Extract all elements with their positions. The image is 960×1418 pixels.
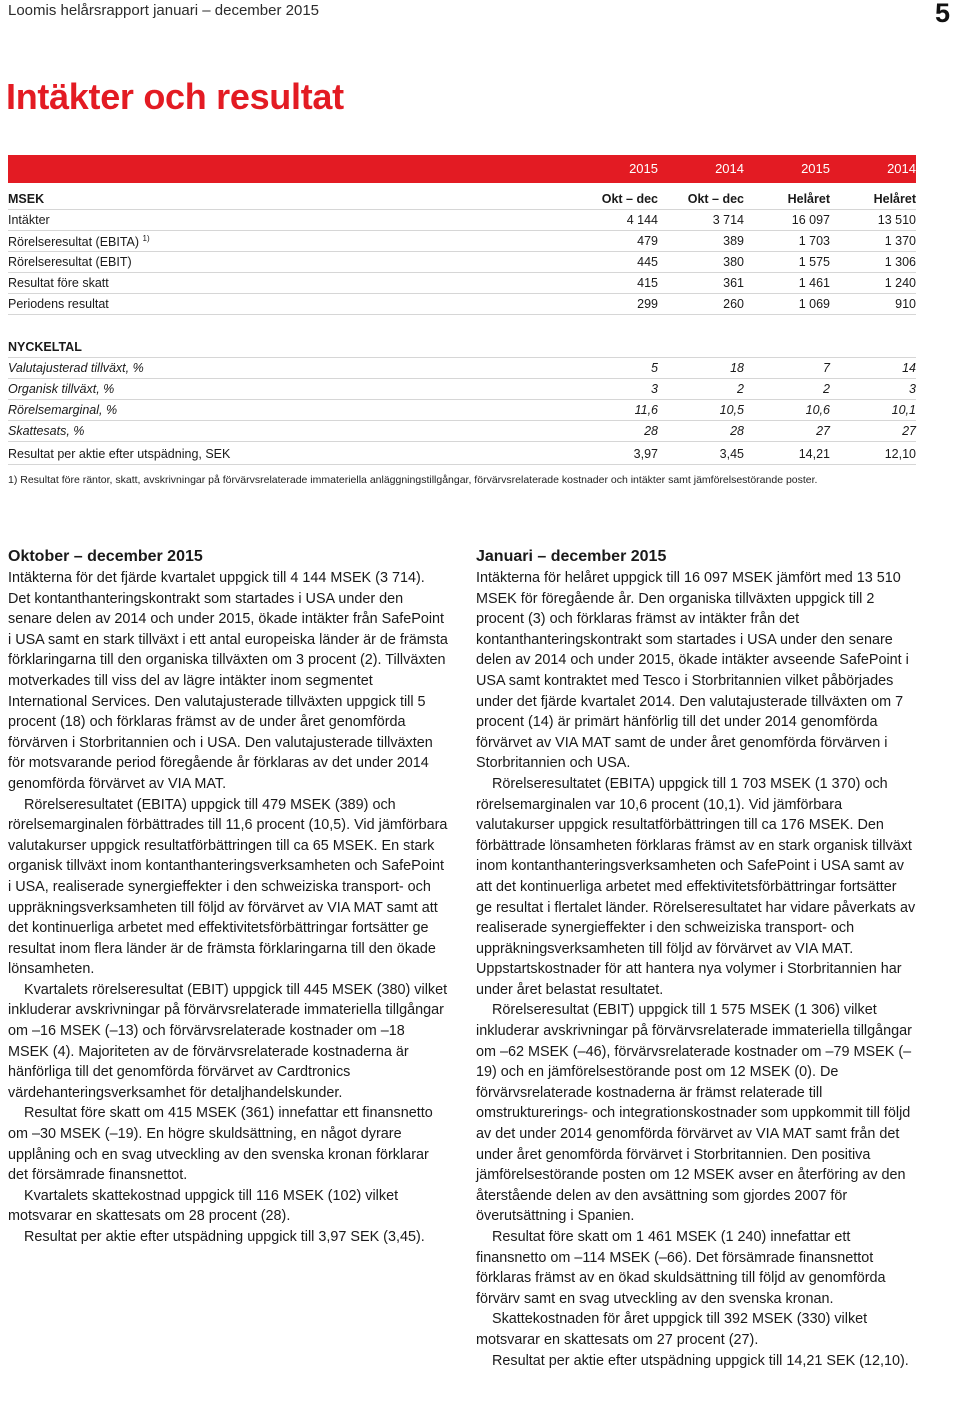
paragraph: Kvartalets rörelseresultat (EBIT) uppgick till 445 MSEK (380) vilket inkluderar avskrivningar på förvärvsrelaterade immateriella tillgångar om –16 MSEK (–13) och förvärvsrelaterade kostnader om –18 MSEK (4). Majoriteten av de förvärvsrelaterade kostnaderna är hänförliga till det genomförda förvärvet av Cardtronics värdehanteringsverksamhet för detaljhandelskunder.	[8, 981, 448, 1101]
cell: 1 240	[884, 276, 916, 290]
paragraph: Intäkterna för helåret uppgick till 16 097 MSEK jämfört med 13 510 MSEK för föregående år. Den organiska tillväxten uppgick till 2 procent (3) och förklaras främst av intäkter från det kontanthanteringskontrakt som startades i USA under den senare delen av 2014 och under 2015, ökade intäkter avseende SafePoint i USA samt kontraktet med Tesco i Storbritannien vilket påbörjades under det fjärde kvartalet 2014. Den valutajusterade tillväxten om 7 procent (14) är primärt hänförlig till det under 2014 genomförda förvärvet av VIA MAT samt de under året genomförda förvärven i Storbritannien och USA.	[476, 570, 909, 772]
row-label: Rörelsemarginal, %	[8, 403, 118, 417]
section-heading: Oktober – december 2015	[8, 548, 203, 565]
table-row	[8, 294, 916, 315]
paragraph: Skattekostnaden för året uppgick till 392 MSEK (330) vilket motsvarar en skattesats om 27 procent (27).	[476, 1311, 868, 1348]
table-row	[8, 231, 916, 252]
row-label: Organisk tillväxt, %	[8, 382, 115, 396]
cell: 1 069	[798, 297, 830, 311]
cell: 14	[902, 361, 916, 375]
year-header: 2014	[715, 161, 744, 176]
cell: 445	[637, 255, 658, 269]
period-header: Okt – dec	[687, 192, 744, 206]
row-label: Periodens resultat	[8, 297, 109, 311]
full-year-section	[476, 546, 916, 1371]
row-label: Intäkter	[8, 213, 50, 227]
paragraph: Kvartalets skattekostnad uppgick till 116 MSEK (102) vilket motsvarar en skattesats om 28 procent (28).	[8, 1187, 399, 1225]
table-row	[8, 421, 916, 442]
cell: 1 370	[884, 234, 916, 248]
footnote-marker: 1)	[142, 234, 150, 243]
cell: 7	[823, 361, 830, 375]
cell: 910	[895, 297, 916, 311]
row-label: Rörelseresultat (EBITA) $^{1)}$	[8, 234, 150, 250]
unit-label: MSEK	[8, 192, 45, 206]
period-header: Okt – dec	[601, 192, 658, 206]
cell: 28	[644, 424, 658, 438]
table-row	[8, 273, 916, 294]
quarter-section	[8, 546, 448, 1248]
cell: 13 510	[877, 213, 916, 227]
paragraph: Resultat före skatt om 1 461 MSEK (1 240) innefattar ett finansnetto om –114 MSEK (–66). Det försämrade finansnettot förklaras främst av en ökad skuldsättning till följd av genomförda förvärv samt en svag utveckling av den svenska kronan.	[476, 1229, 886, 1307]
cell: 299	[637, 297, 658, 311]
cell: 361	[723, 276, 744, 290]
cell: 389	[723, 234, 744, 248]
table-period-row	[8, 189, 916, 210]
cell: 16 097	[791, 213, 830, 227]
paragraph: Rörelseresultatet (EBITA) uppgick till 479 MSEK (389) och rörelsemarginalen förbättrades till 11,6 procent (10,5). Vid jämförbara valutakurser uppgick resultatförbättringen till ca 65 MSEK. En stark organisk tillväxt inom kontanthanteringsverksamheten och SafePoint i USA, realiserade synergieffekter i den schweiziska transport- och uppräkningsverksamheten till följd av förvärvet av VIA MAT samt att det kontinuerliga arbetet med effektivitetsförbättringar fortsätter ge resultat inom flera länder är de främsta förklaringarna till den ökade lönsamheten.	[8, 796, 448, 978]
table-row	[8, 379, 916, 400]
page-number: 5	[934, 0, 950, 28]
keyfig-heading: NYCKELTAL	[8, 340, 82, 354]
paragraph: Rörelseresultatet (EBITA) uppgick till 1 703 MSEK (1 370) och rörelsemarginalen var 10,6 procent (10,1). Vid jämförbara valutakurser uppgick resultatförbättringen till ca 176 MSEK. Den förbättrade lönsamheten förklaras främst av en stark organisk tillväxt inom kontanthanteringsverksamheten och SafePoint i USA samt av att det kontinuerliga arbetet med effektivitetsförbättringar fortsätter ge resultat i flertalet länder. Rörelseresultatet har vidare påverkats av realiserade synergieffekter i den schweiziska transport- och uppräkningsverksamheten till följd av förvärvet av VIA MAT. Uppstartskostnader för att hantera nya volymer i Storbritannien har under året belastat resultatet.	[476, 775, 916, 998]
paragraph: Resultat per aktie efter utspädning uppgick till 14,21 SEK (12,10).	[492, 1352, 909, 1369]
paragraph: Resultat per aktie efter utspädning uppgick till 3,97 SEK (3,45).	[24, 1229, 425, 1245]
period-header: Helåret	[787, 192, 830, 206]
table-row	[8, 358, 916, 379]
section-heading: Januari – december 2015	[476, 548, 667, 565]
cell: 3	[909, 382, 916, 396]
table-row	[8, 400, 916, 421]
cell: 10,6	[805, 403, 830, 417]
row-label: Resultat före skatt	[8, 276, 109, 290]
paragraph: Resultat före skatt om 415 MSEK (361) innefattar ett finansnetto om –30 MSEK (–19). En högre skuldsättning, en något dyrare upplåning och en svag utveckling av den svenska kronan förklarar det försämrade finansnettot.	[8, 1105, 433, 1184]
cell: 12,10	[884, 447, 916, 461]
cell: 3,45	[719, 447, 744, 461]
cell: 1 703	[798, 234, 830, 248]
cell: 1 575	[798, 255, 830, 269]
row-label: Valutajusterad tillväxt, %	[8, 361, 144, 375]
paragraph: Intäkterna för det fjärde kvartalet uppgick till 4 144 MSEK (3 714). Det kontanthanteringskontrakt som startades i USA under den senare delen av 2014 och under 2015, ökade intäkter från SafePoint i USA samt en stark tillväxt i ett antal europeiska länder är de främsta förklaringarna till den organiska tillväxten om 3 procent (2). Tillväxten motverkades till viss del av lägre intäkter inom segmentet International Services. Den valutajusterade tillväxten uppgick till 5 procent (18) och förklaras främst av de under året genomförda förvärven i Storbritannien och i USA. Den valutajusterade tillväxten för motsvarande period föregående år förklaras av det under 2014 genomförda förvärvet av VIA MAT.	[8, 570, 448, 792]
cell: 10,5	[719, 403, 744, 417]
keyfig-heading-row	[8, 337, 916, 358]
year-header: 2014	[887, 161, 916, 176]
page-title: Intäkter och resultat	[6, 76, 344, 117]
cell: 18	[730, 361, 744, 375]
cell: 28	[730, 424, 744, 438]
cell: 4 144	[626, 213, 658, 227]
cell: 415	[637, 276, 658, 290]
year-header: 2015	[801, 161, 830, 176]
row-label: Skattesats, %	[8, 424, 85, 438]
cell: 11,6	[634, 403, 658, 417]
table-row	[8, 252, 916, 273]
cell: 380	[723, 255, 744, 269]
table-year-header	[8, 155, 916, 183]
cell: 2	[737, 382, 744, 396]
year-header: 2015	[629, 161, 658, 176]
cell: 1 306	[884, 255, 916, 269]
cell: 3,97	[633, 447, 658, 461]
cell: 27	[816, 424, 830, 438]
cell: 2	[823, 382, 830, 396]
table-row	[8, 444, 916, 465]
cell: 14,21	[798, 447, 830, 461]
report-title: Loomis helårsrapport januari – december 2015	[8, 2, 320, 19]
cell: 27	[902, 424, 916, 438]
row-label: Rörelseresultat (EBIT)	[8, 255, 132, 269]
page-header	[8, 0, 952, 28]
table-row	[8, 210, 916, 231]
row-label: Resultat per aktie efter utspädning, SEK	[8, 447, 231, 461]
cell: 10,1	[891, 403, 916, 417]
cell: 260	[723, 297, 744, 311]
cell: 3	[651, 382, 658, 396]
paragraph: Rörelseresultat (EBIT) uppgick till 1 575 MSEK (1 306) vilket inkluderar avskrivningar på förvärvsrelaterade immateriella tillgångar om –62 MSEK (–46), förvärvsrelaterade kostnader om –79 MSEK (–19) och en jämförelsestörande post om 12 MSEK (0). De förvärvsrelaterade kostnaderna är främst relaterade till omstrukturerings- och integrationskostnader som uppkommit till följd av det under 2014 genomförda förvärvet av VIA MAT samt från det under året genomförda förvärvet i Storbritannien. Den positiva jämförelsestörande posten om 12 MSEK avser en återföring av den återstående delen av den avsättning som gjordes 2007 för överutsättning i Spanien.	[476, 1002, 912, 1225]
cell: 3 714	[712, 213, 744, 227]
cell: 1 461	[798, 276, 830, 290]
table-footnote: 1) Resultat före räntor, skatt, avskrivningar på förvärvsrelaterade immateriella anläggningstillgångar, förvärvsrelaterade kostnader och intäkter samt jämförelsestörande poster.	[8, 474, 818, 486]
cell: 479	[637, 234, 658, 248]
period-header: Helåret	[873, 192, 916, 206]
cell: 5	[651, 361, 658, 375]
